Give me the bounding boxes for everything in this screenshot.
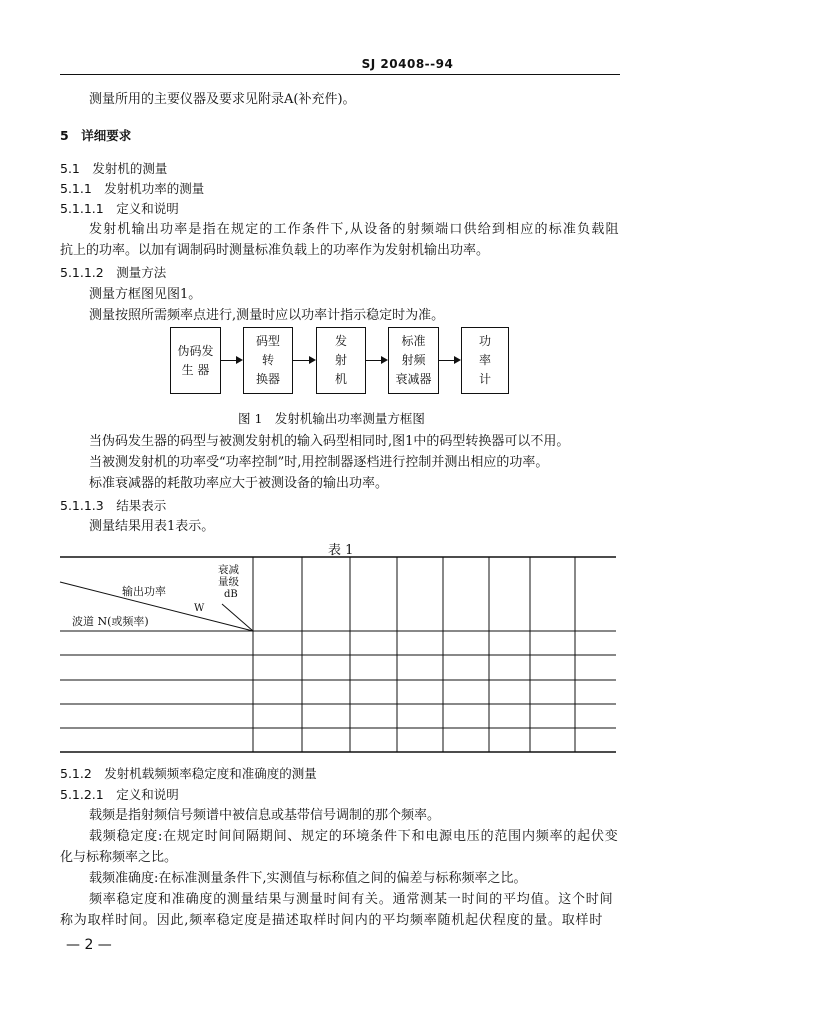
paragraph-line: 测量结果用表1表示。 <box>89 519 215 534</box>
table-header-attenuation: 衰减 <box>218 564 239 576</box>
section-heading-5: 5 详细要求 <box>60 128 132 143</box>
box-label: 发 <box>334 334 347 348</box>
box-label: 射频 <box>401 353 426 367</box>
box-label: 伪码发 <box>177 343 214 358</box>
paragraph-line: 载频准确度:在标准测量条件下,实测值与标称值之间的偏差与标称频率之比。 <box>89 871 527 886</box>
paragraph-line: 当伪码发生器的码型与被测发射机的输入码型相同时,图1中的码型转换器可以不用。 <box>89 434 570 449</box>
box-label: 计 <box>478 372 491 386</box>
box-label: 衰减器 <box>395 372 432 386</box>
paragraph-line: 化与标称频率之比。 <box>60 850 178 865</box>
intro-paragraph: 测量所用的主要仪器及要求见附录A(补充件)。 <box>89 92 356 107</box>
box-label: 射 <box>334 353 347 367</box>
table-header-output-power: 输出功率 <box>122 585 166 598</box>
box-label: 标准 <box>401 334 426 348</box>
paragraph-line: 当被测发射机的功率受“功率控制”时,用控制器逐档进行控制并测出相应的功率。 <box>89 455 549 470</box>
paragraph-line: 频率稳定度和准确度的测量结果与测量时间有关。通常测某一时间的平均值。这个时间 <box>89 892 614 907</box>
box-label: 转 <box>261 353 274 367</box>
box-label: 率 <box>478 353 491 367</box>
section-heading-5-1-1-2: 5.1.1.2 测量方法 <box>60 265 167 280</box>
section-heading-5-1: 5.1 发射机的测量 <box>60 161 168 176</box>
paragraph-line: 测量方框图见图1。 <box>89 287 202 302</box>
section-heading-5-1-1-3: 5.1.1.3 结果表示 <box>60 498 167 513</box>
paragraph-line: 称为取样时间。因此,频率稳定度是描述取样时间内的平均频率随机起伏程度的量。取样时 <box>60 913 604 928</box>
box-label: 功 <box>478 334 491 348</box>
table-header-unit-w: W <box>194 603 205 614</box>
paragraph-line: 载频是指射频信号频谱中被信息或基带信号调制的那个频率。 <box>89 808 441 823</box>
paragraph-line: 载频稳定度:在规定时间间隔期间、规定的环境条件下和电源电压的范围内频率的起伏变 <box>89 829 619 844</box>
document-code-header: SJ 20408--94 <box>361 57 454 71</box>
page-number: — 2 — <box>66 937 112 953</box>
table-header-attenuation-level: 量级 <box>218 576 239 588</box>
paragraph-line: 测量按照所需频率点进行,测量时应以功率计指示稳定时为准。 <box>89 308 445 323</box>
section-heading-5-1-1-1: 5.1.1.1 定义和说明 <box>60 201 179 216</box>
box-label: 码型 <box>255 334 280 348</box>
paragraph-line: 发射机输出功率是指在规定的工作条件下,从设备的射频端口供给到相应的标准负载阻 <box>89 222 620 237</box>
table-1-title: 表 1 <box>328 543 354 558</box>
table-header-channel: 波道 N(或频率) <box>72 615 149 628</box>
table-header-unit-db: dB <box>224 589 238 600</box>
box-label: 换器 <box>255 372 280 386</box>
section-heading-5-1-1: 5.1.1 发射机功率的测量 <box>60 181 205 196</box>
figure-1-caption: 图 1 发射机输出功率测量方框图 <box>238 411 425 426</box>
section-heading-5-1-2: 5.1.2 发射机载频频率稳定度和准确度的测量 <box>60 766 317 781</box>
section-heading-5-1-2-1: 5.1.2.1 定义和说明 <box>60 787 179 802</box>
paragraph-line: 抗上的功率。以加有调制码时测量标准负载上的功率作为发射机输出功率。 <box>60 243 490 258</box>
box-label: 生 器 <box>181 362 210 377</box>
paragraph-line: 标准衰减器的耗散功率应大于被测设备的输出功率。 <box>89 476 389 491</box>
box-label: 机 <box>334 372 347 386</box>
